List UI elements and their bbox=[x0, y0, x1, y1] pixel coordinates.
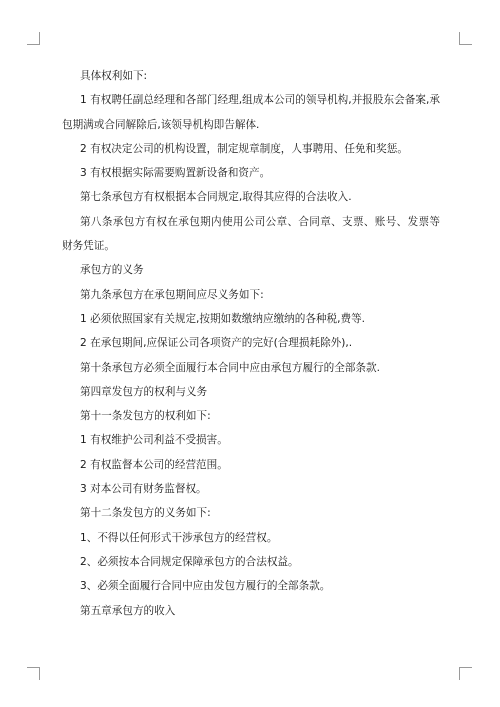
chapter-heading: 第五章承包方的收入 bbox=[80, 604, 176, 617]
paragraph: 第九条承包方在承包期间应尽义务如下: bbox=[80, 288, 264, 301]
paragraph: 第十一条发包方的权利如下: bbox=[80, 410, 211, 423]
paragraph: 1 有权维护公司利益不受损害。 bbox=[80, 434, 228, 447]
paragraph: 1 必须依照国家有关规定,按期如数缴纳应缴纳的各种税,费等. bbox=[80, 312, 366, 325]
paragraph: 1 有权聘任副总经理和各部门经理,组成本公司的领导机构,并报股东会备案,承包期满或合同解除后,该领导机构即告解体. bbox=[62, 94, 440, 131]
paragraph: 2、必须按本合同规定保障承包方的合法权益。 bbox=[80, 555, 299, 568]
section-heading: 承包方的义务 bbox=[80, 264, 144, 277]
paragraph: 第十条承包方必须全面履行本合同中应由承包方履行的全部条款. bbox=[80, 361, 380, 374]
paragraph: 第七条承包方有权根据本合同规定,取得其应得的合法收入. bbox=[80, 191, 352, 204]
crop-mark-top-left bbox=[27, 32, 40, 45]
crop-mark-bottom-left bbox=[27, 667, 40, 680]
crop-mark-bottom-right bbox=[459, 667, 472, 680]
paragraph: 3、必须全面履行合同中应由发包方履行的全部条款。 bbox=[80, 580, 331, 593]
paragraph: 1、不得以任何形式干涉承包方的经营权。 bbox=[80, 531, 278, 544]
paragraph: 2 在承包期间,应保证公司各项资产的完好(合理损耗除外),. bbox=[80, 337, 353, 350]
paragraph: 2 有权监督本公司的经营范围。 bbox=[80, 458, 228, 471]
paragraph: 3 对本公司有财务监督权。 bbox=[80, 483, 207, 496]
paragraph: 3 有权根据实际需要购置新设备和资产。 bbox=[80, 167, 271, 180]
document-body bbox=[62, 64, 440, 623]
paragraph: 第八条承包方有权在承包期内使用公司公章、合同章、支票、账号、发票等财务凭证。 bbox=[62, 215, 440, 253]
crop-mark-top-right bbox=[459, 32, 472, 45]
paragraph: 具体权利如下: bbox=[80, 70, 148, 82]
paragraph: 2 有权决定公司的机构设置，制定规章制度，人事聘用、任免和奖惩。 bbox=[80, 142, 408, 155]
paragraph: 第十二条发包方的义务如下: bbox=[80, 507, 211, 520]
chapter-heading: 第四章发包方的权利与义务 bbox=[80, 385, 208, 398]
